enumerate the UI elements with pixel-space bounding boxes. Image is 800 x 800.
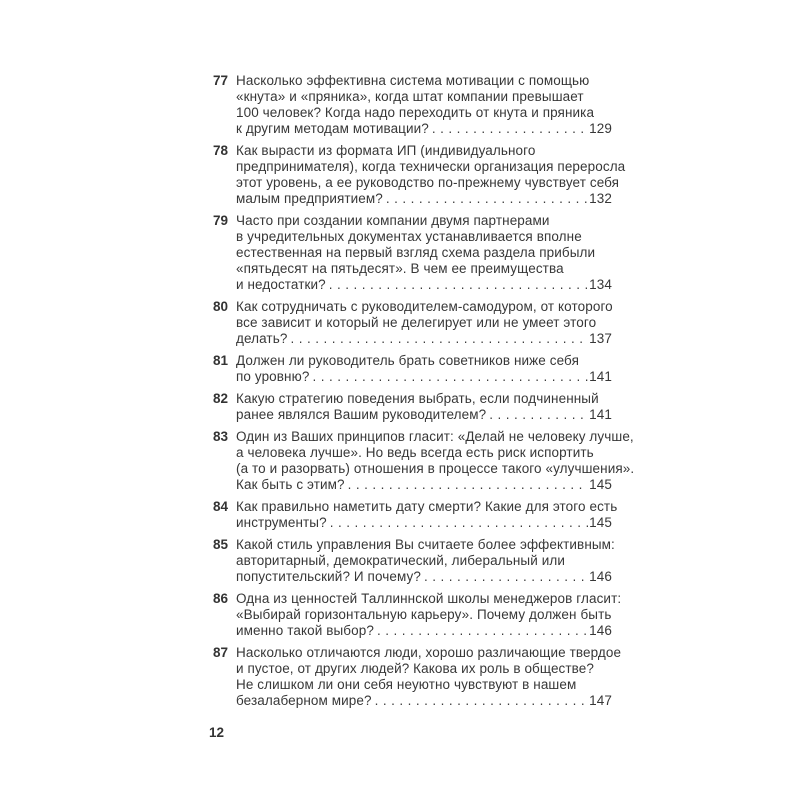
toc-item-number: 86: [212, 591, 228, 606]
toc-item: [200, 499, 618, 531]
toc-item-number: 78: [212, 143, 228, 158]
toc-line-text: ранее являлся Вашим руководителем?: [236, 407, 487, 422]
toc-item: [200, 645, 622, 709]
toc-line: Часто при создании компании двумя партнерами: [236, 213, 550, 228]
dot-leader: [432, 121, 588, 137]
toc-item-number: 81: [212, 353, 228, 368]
toc-line: [236, 693, 612, 709]
toc-line: Насколько отличаются люди, хорошо различающие твердое: [236, 645, 622, 660]
toc-line-text: по уровню?: [236, 369, 310, 384]
toc-line: Не слишком ли они себя неуютно чувствуют в нашем: [236, 677, 577, 692]
toc-line: [236, 569, 612, 585]
toc-line: Какой стиль управления Вы считаете более эффективным:: [236, 537, 615, 552]
toc-item: [200, 591, 622, 639]
toc-item: [200, 429, 635, 493]
toc-line: а человека лучше». Но ведь всегда есть риск испортить: [236, 445, 594, 460]
toc-line-text: безалаберном мире?: [236, 693, 372, 708]
toc-item: [200, 143, 626, 207]
toc-line: Как правильно наметить дату смерти? Какие для этого есть: [236, 499, 618, 514]
toc-page-ref: 147: [589, 693, 612, 708]
toc-line: 100 человек? Когда надо переходить от кнута и пряника: [236, 105, 595, 120]
toc-line-text: и недостатки?: [236, 277, 326, 292]
dot-leader: [329, 277, 588, 293]
dot-leader: [312, 369, 588, 385]
toc-item-text: [236, 499, 618, 531]
toc-item-number: 80: [212, 299, 228, 314]
toc-page-ref: 129: [589, 121, 612, 136]
toc-line: авторитарный, демократический, либеральный или: [236, 553, 565, 568]
dot-leader: [424, 569, 588, 585]
toc-item-text: [236, 353, 612, 385]
toc-item-text: [236, 299, 612, 347]
toc-item-text: [236, 429, 635, 493]
toc-item-number: 79: [212, 213, 228, 228]
toc-line: [236, 623, 612, 639]
toc-line: Должен ли руководитель брать советников ниже себя: [236, 353, 579, 368]
toc-page-ref: 132: [589, 191, 612, 206]
toc-item-text: [236, 591, 622, 639]
toc-page-ref: 134: [589, 277, 612, 292]
toc-line: [236, 407, 612, 423]
toc-line-text: попустительский? И почему?: [236, 569, 422, 584]
toc-line: «кнута» и «пряника», когда штат компании превышает: [236, 89, 584, 104]
toc-line: Один из Ваших принципов гласит: «Делай не человеку лучше,: [236, 429, 634, 444]
toc-item-text: [236, 143, 626, 207]
dot-leader: [377, 623, 588, 639]
toc-item: [200, 73, 612, 137]
toc-line: Как сотрудничать с руководителем-самодуром, от которого: [236, 299, 613, 314]
toc-item-text: [236, 537, 615, 585]
toc-item-number: 83: [212, 429, 228, 444]
toc-line: предпринимателя), когда технически организация переросла: [236, 159, 626, 174]
toc-line-text: инструменты?: [236, 515, 327, 530]
toc-line-text: к другим методам мотивации?: [236, 121, 429, 136]
toc-line: этот уровень, а ее руководство по-прежнему чувствует себя: [236, 175, 620, 190]
toc-line: естественная на первый взгляд схема раздела прибыли: [236, 245, 596, 260]
toc-line-text: именно такой выбор?: [236, 623, 374, 638]
toc-item-text: [236, 645, 622, 709]
toc-line: [236, 515, 612, 531]
toc-page-ref: 145: [589, 515, 612, 530]
dot-leader: [330, 515, 588, 531]
dot-leader: [489, 407, 588, 423]
toc-line: [236, 331, 612, 347]
toc-item: [200, 299, 612, 347]
dot-leader: [348, 477, 589, 493]
toc-page-ref: 141: [589, 407, 612, 422]
toc-line: [236, 191, 612, 207]
toc-line-text: делать?: [236, 331, 288, 346]
toc-line-text: Как быть с этим?: [236, 477, 345, 492]
toc-line: [236, 477, 612, 493]
toc-item: [200, 537, 615, 585]
folio-page-number: 12: [209, 725, 225, 740]
toc-line: Как вырасти из формата ИП (индивидуального: [236, 143, 536, 158]
dot-leader: [375, 693, 589, 709]
toc-page-ref: 141: [589, 369, 612, 384]
toc-line: и пустое, от других людей? Какова их роль в обществе?: [236, 661, 595, 676]
toc-line: в учредительных документах устанавливается вполне: [236, 229, 582, 244]
dot-leader: [386, 191, 588, 207]
toc-item-number: 77: [212, 73, 228, 88]
dot-leader: [290, 331, 588, 347]
toc-line: [236, 121, 612, 137]
toc-list: [200, 73, 635, 715]
toc-item-text: [236, 391, 612, 423]
toc-line-text: малым предприятием?: [236, 191, 383, 206]
toc-item: [200, 391, 612, 423]
toc-page-ref: 137: [589, 331, 612, 346]
toc-item-number: 82: [212, 391, 228, 406]
toc-line: Какую стратегию поведения выбрать, если подчиненный: [236, 391, 599, 406]
toc-line: все зависит и который не делегирует или не умеет этого: [236, 315, 597, 330]
toc-item-number: 84: [212, 499, 228, 514]
toc-item: [200, 353, 612, 385]
toc-item-number: 85: [212, 537, 228, 552]
toc-line: «Выбирай горизонтальную карьеру». Почему должен быть: [236, 607, 612, 622]
toc-page-ref: 146: [589, 623, 612, 638]
toc-line: (а то и разорвать) отношения в процессе такого «улучшения».: [236, 461, 635, 476]
toc-item-text: [236, 73, 612, 137]
toc-page-ref: 146: [589, 569, 612, 584]
toc-line: «пятьдесят на пятьдесят». В чем ее преимущества: [236, 261, 564, 276]
toc-item: [200, 213, 612, 293]
toc-line: [236, 277, 612, 293]
toc-page-ref: 145: [589, 477, 612, 492]
toc-line: Одна из ценностей Таллиннской школы менеджеров гласит:: [236, 591, 622, 606]
toc-item-number: 87: [212, 645, 228, 660]
toc-line: [236, 369, 612, 385]
toc-item-text: [236, 213, 612, 293]
toc-line: Насколько эффективна система мотивации с помощью: [236, 73, 590, 88]
